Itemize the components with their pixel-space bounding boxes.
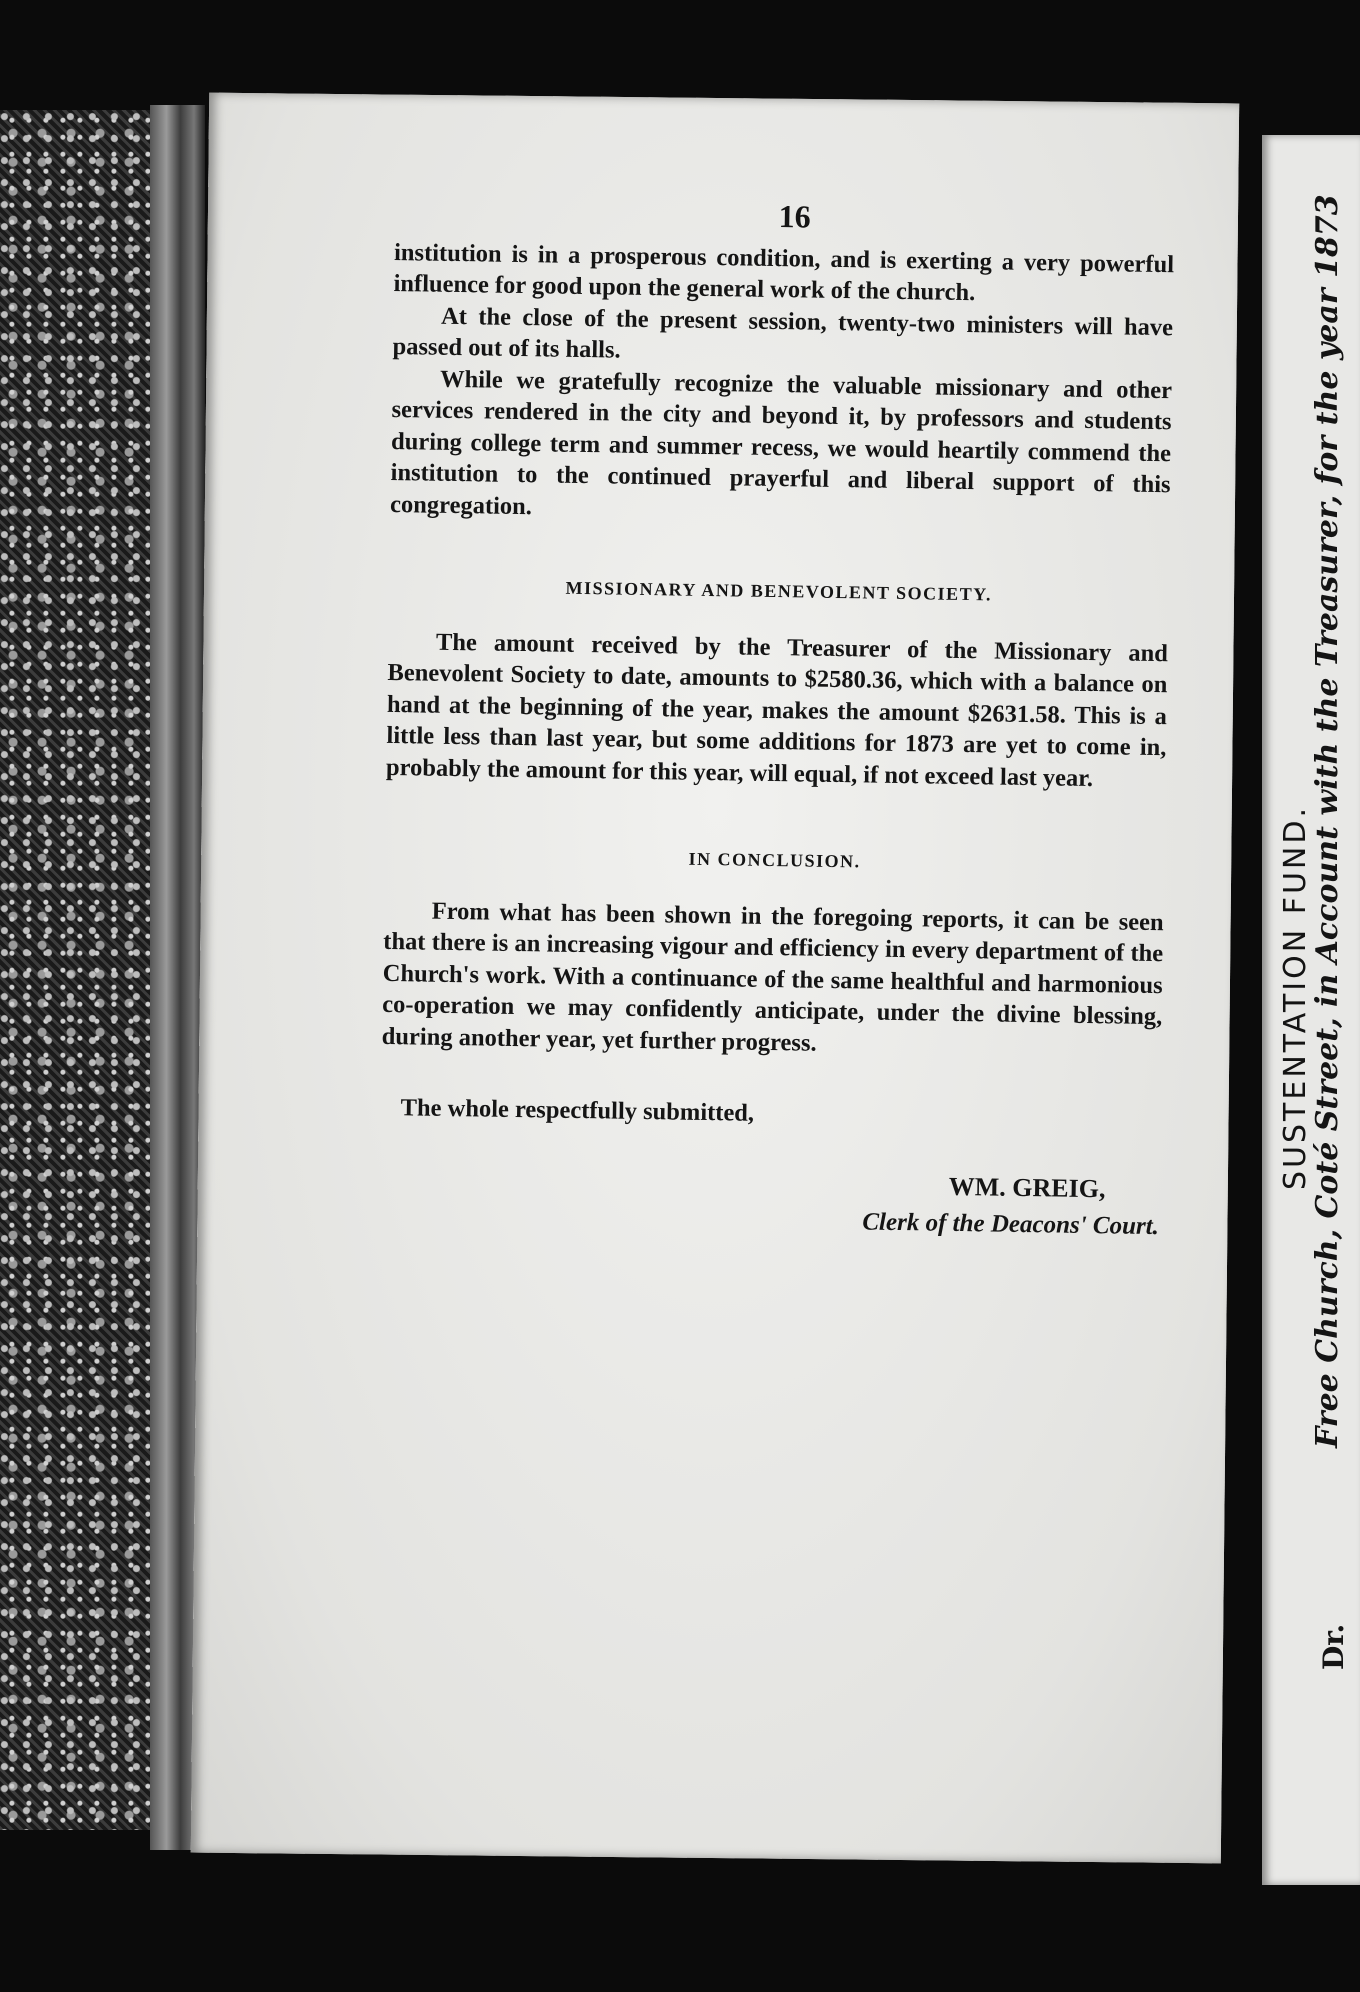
page-content <box>379 195 1175 1243</box>
section-heading-conclusion: IN CONCLUSION. <box>688 848 861 872</box>
paragraph-conclusion: From what has been shown in the foregoing reports, it can be seen that there is an increasing vigour and efficiency in every department of the Church's work. With a continuance of the same healthful and harmonious co-operation we may confidently anticipate, under the divine blessing, during another year, yet further progress. <box>381 897 1164 1057</box>
paragraph-support: While we gratefully recognize the valuable missionary and other services rendered in the city and beyond it, by professors and students during college term and summer recess, we would heartily commend the institution to the continued prayerful and liberal support of this congregation. <box>389 365 1173 520</box>
paragraph-institution: institution is in a prosperous condition, and is exerting a very powerful influence for good upon the general work of the church. <box>393 238 1175 307</box>
closing-line: The whole respectfully submitted, <box>400 1094 755 1127</box>
facing-page-fund-title: SUSTENTATION FUND. <box>1278 804 1313 1190</box>
paragraph-ministers: At the close of the present session, twenty-two ministers will have passed out of its halls. <box>392 302 1174 364</box>
page-number: 16 <box>778 198 811 235</box>
section-heading-missionary: MISSIONARY AND BENEVOLENT SOCIETY. <box>565 577 993 605</box>
facing-page-account-line: Free Church, Coté Street, in Account with the Treasurer, for the year 1873 <box>1310 194 1345 1448</box>
marbled-book-edge <box>0 110 165 1830</box>
paragraph-missionary: The amount received by the Treasurer of the Missionary and Benevolent Society to date, amounts to $2580.36, which with a balance on hand at the beginning of the year, makes the amount $2631.58. This is a little less than last year, but some additions for 1873 are yet to come in, probably the amount for this year, will equal, if not exceed last year. <box>385 628 1169 792</box>
signature-name: WM. GREIG, <box>948 1171 1106 1203</box>
facing-page-dr: Dr. <box>1317 1623 1350 1670</box>
signature-title: Clerk of the Deacons' Court. <box>862 1208 1160 1241</box>
